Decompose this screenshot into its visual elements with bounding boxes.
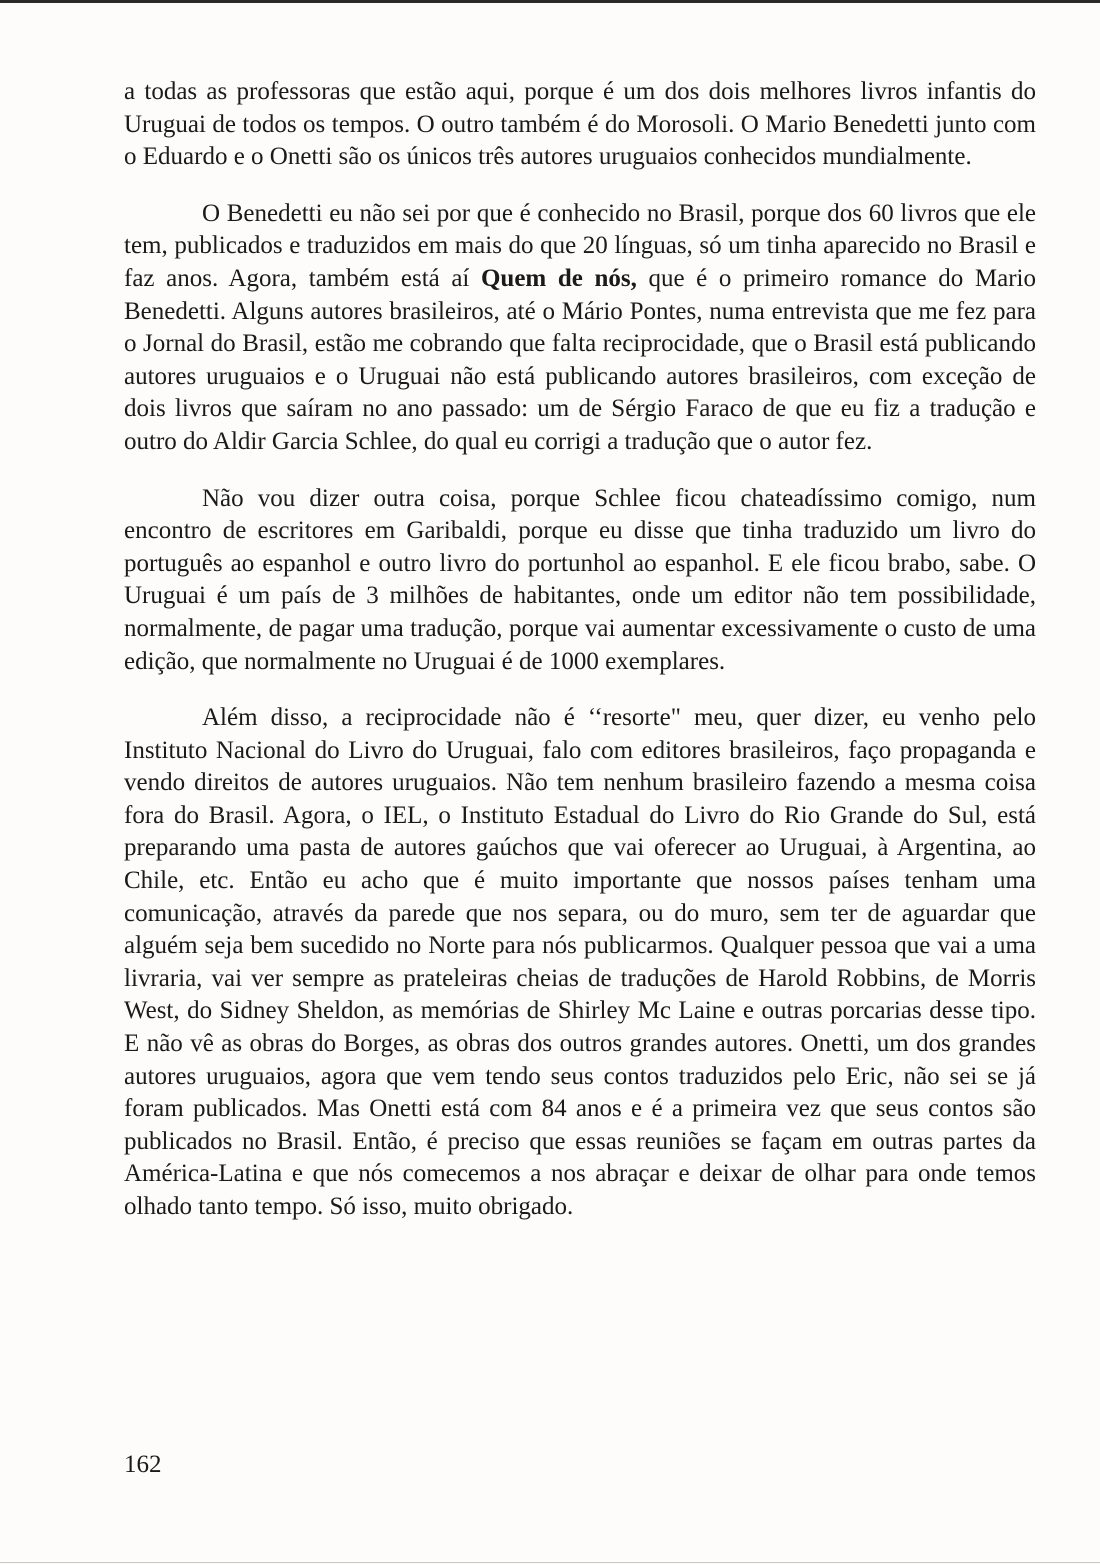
bottom-border-line [0,1562,1100,1563]
paragraph-3: Não vou dizer outra coisa, porque Schlee ficou chateadíssimo comigo, num encontro de escritores em Garibaldi, porque eu disse que tinha traduzido um livro do português ao espanhol e outro livro do portunhol ao espanhol. E ele ficou brabo, sabe. O Uruguai é um país de 3 milhões de habitantes, onde um editor não tem possibilidade, normalmente, de pagar uma tradução, porque vai aumentar excessivamente o custo de uma edição, que normalmente no Uruguai é de 1000 exemplares. [124,484,1036,675]
paragraph-4: Além disso, a reciprocidade não é ‘‘resorte" meu, quer dizer, eu venho pelo Instituto Nacional do Livro do Uruguai, falo com editores brasileiros, faço propaganda e vendo direitos de autores uruguaios. Não tem nenhum brasileiro fazendo a mesma coisa fora do Brasil. Agora, o IEL, o Instituto Estadual do Livro do Rio Grande do Sul, está preparando uma pasta de autores gaúchos que vai oferecer ao Uruguai, à Argentina, ao Chile, etc. Então eu acho que é muito importante que nossos países tenham uma comunicação, através da parede que nos separa, ou do muro, sem ter de aguardar que alguém seja bem sucedido no Norte para nós publicarmos. Qualquer pessoa que vai a uma livraria, vai ver sempre as prateleiras cheias de traduções de Harold Robbins, de Morris West, do Sidney Sheldon, as memórias de Shirley Mc Laine e outras porcarias desse tipo. E não vê as obras do Borges, as obras dos outros grandes autores. Onetti, um dos grandes autores uruguaios, agora que vem tendo seus contos traduzidos pelo Eric, não sei se já foram publicados. Mas Onetti está com 84 anos e é a primeira vez que seus contos são publicados no Brasil. Então, é preciso que essas reuniões se façam em outras partes da América-Latina e que nós comecemos a nos abraçar e deixar de olhar para onde temos olhado tanto tempo. Só isso, muito obrigado. [124,704,1036,1220]
book-title-quem-de-nos: Quem de nós, [480,264,637,292]
top-border-line [0,0,1100,3]
paragraph-2-text-after: que é o primeiro romance do Mario Benedetti. Alguns autores brasileiros, até o Mário Pontes, numa entrevista que me fez para o Jornal do Brasil, estão me cobrando que falta reciprocidade, que o Brasil está publicando autores uruguaios e o Uruguai não está publicando autores brasileiros, com exceção de dois livros que saíram no ano passado: um de Sérgio Faraco de que eu fiz a tradução e outro do Aldir Garcia Schlee, do qual eu corrigi a tradução que o autor fez. [124,264,1036,455]
page-body [124,76,1036,1248]
paragraph-1: a todas as professoras que estão aqui, porque é um dos dois melhores livros infantis do Uruguai de todos os tempos. O outro também é do Morosoli. O Mario Benedetti junto com o Eduardo e o Onetti são os únicos três autores uruguaios conhecidos mundialmente. [124,78,1036,171]
paragraph-2-text-before: O Benedetti eu não sei por que é conhecido no Brasil, porque dos 60 livros que ele tem, publicados e traduzidos em mais do que 20 línguas, só um tinha aparecido no Brasil e faz anos. Agora, também está aí [124,199,1036,292]
paragraph-2 [124,198,1036,459]
page-number: 162 [124,1451,162,1478]
